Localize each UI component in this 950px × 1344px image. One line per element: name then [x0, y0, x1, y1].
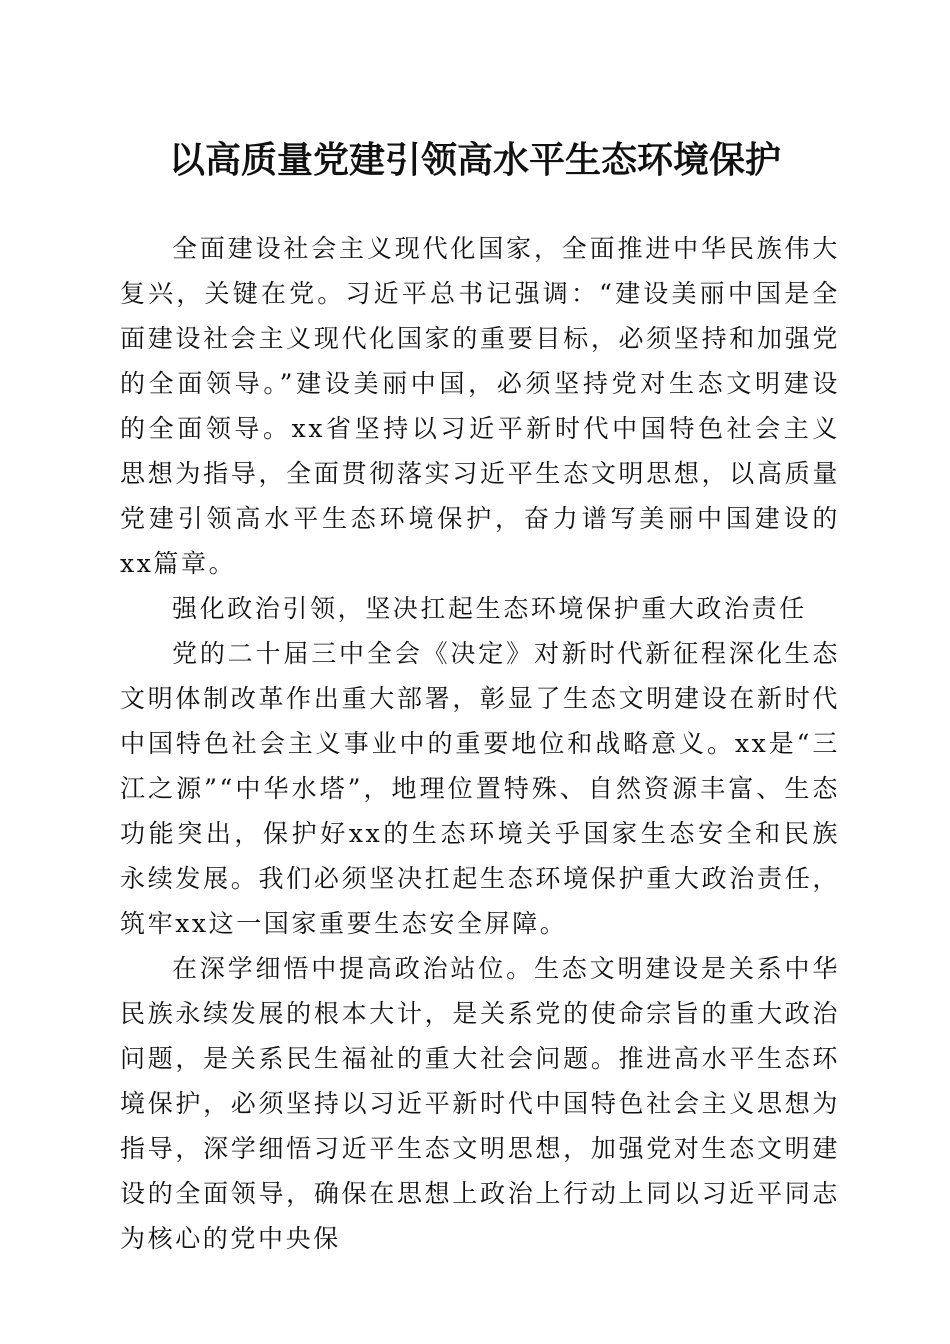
document-body [120, 226, 840, 1261]
document-title: 以高质量党建引领高水平生态环境保护 [168, 139, 781, 181]
section-heading: 强化政治引领，坚决扛起生态环境保护重大政治责任 [172, 594, 807, 623]
paragraph-political-stance: 在深学细悟中提高政治站位。生态文明建设是关系中华民族永续发展的根本大计，是关系党的使命宗旨的重大政治问题，是关系民生福祉的重大社会问题。推进高水平生态环境保护，必须坚持以习近平新时代中国特色社会主义思想为指导，深学细悟习近平生态文明思想，加强党对生态文明建设的全面领导，确保在思想上政治上行动上同以习近平同志为核心的党中央保 [120, 954, 840, 1253]
paragraph-section-intro: 党的二十届三中全会《决定》对新时代新征程深化生态文明体制改革作出重大部署，彰显了生态文明建设在新时代中国特色社会主义事业中的重要地位和战略意义。xx是“三江之源”“中华水塔”，地理位置特殊、自然资源丰富、生态功能突出，保护好xx的生态环境关乎国家生态安全和民族永续发展。我们必须坚决扛起生态环境保护重大政治责任，筑牢xx这一国家重要生态安全屏障。 [120, 639, 840, 938]
paragraph-intro: 全面建设社会主义现代化国家，全面推进中华民族伟大复兴，关键在党。习近平总书记强调：“建设美丽中国是全面建设社会主义现代化国家的重要目标，必须坚持和加强党的全面领导。”建设美丽中国，必须坚持党对生态文明建设的全面领导。xx省坚持以习近平新时代中国特色社会主义思想为指导，全面贯彻落实习近平生态文明思想，以高质量党建引领高水平生态环境保护，奋力谱写美丽中国建设的xx篇章。 [120, 234, 840, 578]
